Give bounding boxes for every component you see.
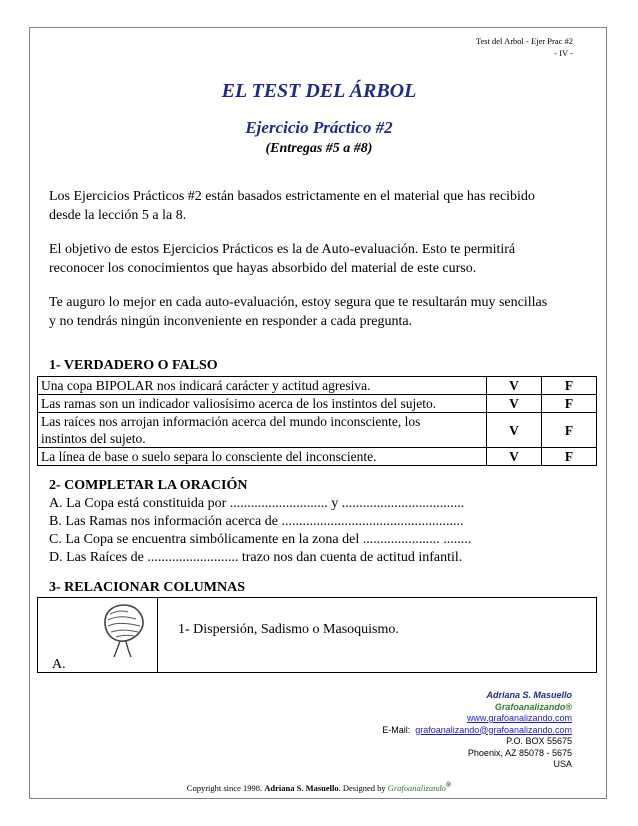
- page-title: EL TEST DEL ÁRBOL: [221, 80, 417, 102]
- po-box: P.O. BOX 55675: [506, 736, 572, 746]
- fill-in-item-c[interactable]: C. La Copa se encuentra simbólicamente en la zona del ...................... ........: [49, 532, 472, 547]
- intro-line: y no tendrás ningún inconveniente en responder a cada pregunta.: [49, 314, 413, 329]
- intro-paragraph-3: [49, 293, 594, 331]
- false-option[interactable]: F: [542, 413, 597, 448]
- question-cell: Las raíces nos arrojan información acerca del mundo inconsciente, los instintos del sujeto.: [38, 413, 487, 448]
- section-3-heading: 3- RELACIONAR COLUMNAS: [49, 580, 246, 595]
- header-doc-title: Test del Arbol - Ejer Prac #2: [475, 36, 573, 46]
- section-2-heading: 2- COMPLETAR LA ORACIÓN: [49, 478, 248, 493]
- fill-in-item-b[interactable]: B. Las Ramas nos información acerca de ....................................................: [49, 514, 464, 529]
- header-page-number: - IV -: [554, 48, 573, 58]
- intro-paragraph-2: [49, 240, 594, 278]
- email-link[interactable]: grafoanalizando@grafoanalizando.com: [415, 724, 572, 735]
- false-option[interactable]: F: [542, 448, 597, 466]
- contact-block: [382, 690, 572, 771]
- copyright-footer: Copyright since 1998. Adriana S. Masuello. Designed by Grafoanalizando®: [186, 781, 452, 793]
- intro-line: Te auguro lo mejor en cada auto-evaluación, estoy segura que te resultarán muy sencillas: [49, 295, 548, 310]
- true-false-table: [37, 376, 597, 466]
- match-option-1: 1- Dispersión, Sadismo o Masoquismo.: [178, 622, 399, 637]
- question-cell: Las ramas son un indicador valiosísimo acerca de los instintos del sujeto.: [38, 395, 487, 413]
- intro-line: desde la lección 5 a la 8.: [49, 208, 187, 223]
- table-row: [38, 395, 597, 413]
- column-divider: [157, 598, 158, 672]
- city-line: Phoenix, AZ 85078 - 5675: [467, 747, 572, 758]
- author-name: Adriana S. Masuello: [486, 690, 572, 700]
- intro-line: El objetivo de estos Ejercicios Prácticos es la de Auto-evaluación. Esto te permitirá: [49, 242, 516, 257]
- intro-line: Los Ejercicios Prácticos #2 están basados estrictamente en el material que has recibido: [49, 189, 535, 204]
- true-option[interactable]: V: [487, 395, 542, 413]
- page-note: (Entregas #5 a #8): [265, 141, 373, 156]
- false-option[interactable]: F: [542, 377, 597, 395]
- intro-paragraph-1: [49, 187, 594, 225]
- fill-in-item-d[interactable]: D. Las Raíces de .......................... trazo nos dan cuenta de actitud infantil.: [49, 550, 463, 565]
- intro-line: reconocer los conocimientos que hayas absorbido del material de este curso.: [49, 261, 477, 276]
- match-label-a: A.: [52, 657, 66, 672]
- page-subtitle: Ejercicio Práctico #2: [245, 118, 393, 137]
- country-line: USA: [553, 759, 572, 769]
- table-row: [38, 377, 597, 395]
- fill-in-item-a[interactable]: A. La Copa está constituida por ............................ y ...................................: [49, 496, 465, 511]
- false-option[interactable]: F: [542, 395, 597, 413]
- email-label: E-Mail:: [382, 724, 411, 735]
- brand-name: Grafoanalizando®: [494, 701, 572, 712]
- true-option[interactable]: V: [487, 448, 542, 466]
- question-cell: La línea de base o suelo separa lo consciente del inconsciente.: [38, 448, 487, 466]
- section-1-heading: 1- VERDADERO O FALSO: [49, 358, 218, 373]
- tree-crown-drawing-icon: [98, 602, 150, 658]
- true-option[interactable]: V: [487, 413, 542, 448]
- true-option[interactable]: V: [487, 377, 542, 395]
- match-columns-table: [37, 597, 597, 673]
- question-cell: Una copa BIPOLAR nos indicará carácter y actitud agresiva.: [38, 377, 487, 395]
- table-row: [38, 413, 597, 448]
- table-row: [38, 448, 597, 466]
- website-link[interactable]: www.grafoanalizando.com: [466, 713, 572, 723]
